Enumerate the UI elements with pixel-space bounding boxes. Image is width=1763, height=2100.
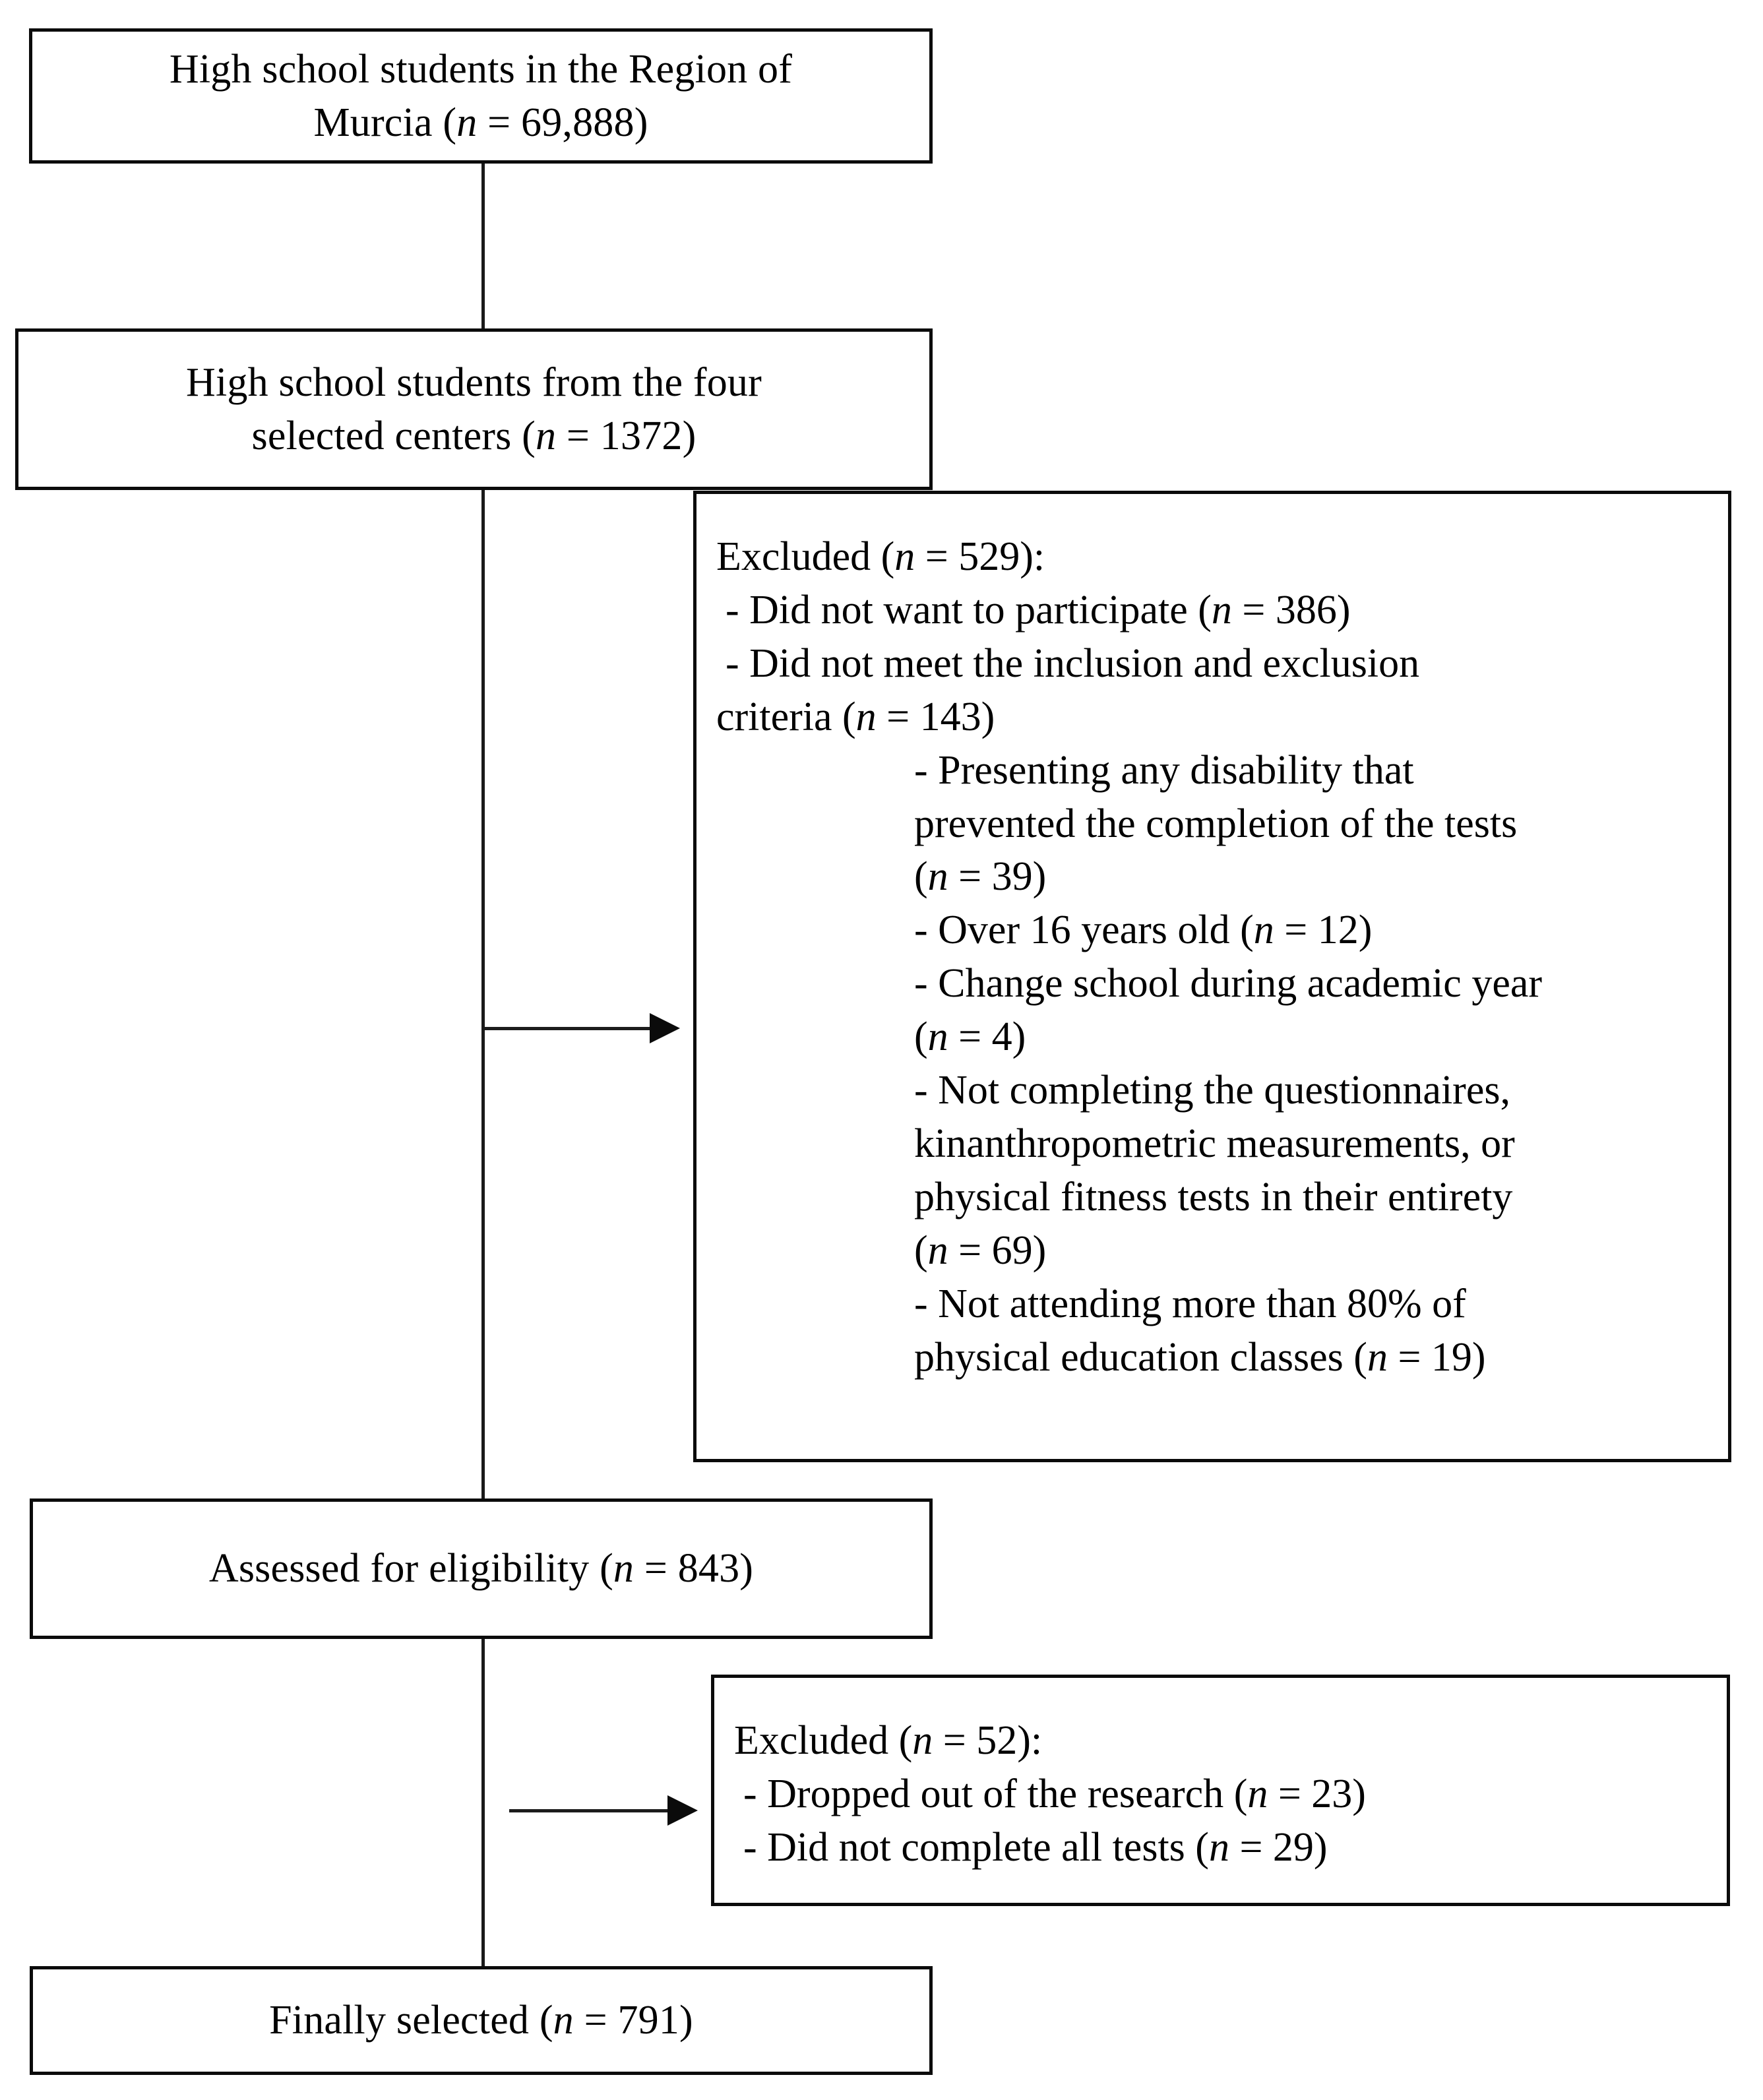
exclusion-subreason-attendance-count xyxy=(914,1331,1708,1384)
reason2-0-pre: - Dropped out of the research ( xyxy=(743,1771,1248,1816)
exclusion-reason-did-not-meet-criteria-count xyxy=(716,691,1708,744)
exclusion-1-header-n-symbol: n xyxy=(894,534,915,579)
reason-4-tail-pre: ( xyxy=(914,1014,928,1060)
exclusion-arrow-stage-1 xyxy=(483,1026,681,1031)
exclusion-subreason-attendance xyxy=(914,1278,1708,1331)
node-assessed-for-eligibility-text xyxy=(192,1542,770,1595)
node-finally-selected-text xyxy=(252,1994,710,2047)
flow-line-centers-to-assessed xyxy=(481,490,485,1500)
assessed-pre: Assessed for eligibility ( xyxy=(208,1546,613,1591)
reason-2-mid: prevented the completion of the tests xyxy=(914,801,1518,846)
exclusion-reason-did-not-want-to-participate xyxy=(716,584,1708,637)
final-post: = 791) xyxy=(573,1998,693,2043)
exclusion-box-stage-2 xyxy=(711,1675,1730,1906)
exclusion-subreason-not-completing-questionnaires-count xyxy=(914,1224,1708,1278)
reason-1-head: - Did not meet the inclusion and exclusion xyxy=(726,640,1420,686)
assessed-post: = 843) xyxy=(634,1546,754,1591)
reason-1-tail-pre: criteria ( xyxy=(716,694,856,739)
exclusion-subreason-disability-cont xyxy=(914,797,1708,851)
reason-5-mid: kinanthropometric measurements, or xyxy=(914,1121,1515,1166)
source-population-line2-pre: Murcia ( xyxy=(313,100,457,145)
reason-2-tail-post: = 39) xyxy=(948,854,1047,900)
reason-3-pre: - Over 16 years old ( xyxy=(914,908,1254,953)
reason2-1-n-symbol: n xyxy=(1208,1824,1229,1870)
final-n-symbol: n xyxy=(553,1998,574,2043)
reason-0-post: = 386) xyxy=(1231,587,1351,633)
reason-6-tail-pre: physical education classes ( xyxy=(914,1334,1367,1380)
exclusion-arrow-stage-2 xyxy=(509,1808,700,1813)
exclusion-2-header-pre: Excluded ( xyxy=(734,1718,913,1763)
reason-1-tail-post: = 143) xyxy=(876,694,995,739)
exclusion-box-stage-1 xyxy=(693,491,1731,1462)
arrow-shaft xyxy=(509,1809,671,1812)
exclusion-1-header-post: = 529): xyxy=(915,534,1045,579)
reason-5-n-symbol: n xyxy=(927,1227,948,1273)
exclusion-subreason-disability xyxy=(914,744,1708,797)
reason-4-head: - Change school during academic year xyxy=(914,961,1543,1006)
exclusion-2-header-n-symbol: n xyxy=(912,1718,933,1763)
exclusion-subreason-disability-count xyxy=(914,850,1708,904)
arrow-head xyxy=(667,1795,698,1826)
reason-5-head: - Not completing the questionnaires, xyxy=(914,1068,1510,1113)
exclusion-subreason-over-16-years-old xyxy=(914,904,1708,957)
exclusion-1-header-pre: Excluded ( xyxy=(716,534,895,579)
exclusion-reason-did-not-meet-criteria xyxy=(716,637,1708,691)
exclusion-subreason-not-completing-questionnaires xyxy=(914,1064,1708,1117)
reason-5-mid2: physical fitness tests in their entirety xyxy=(914,1174,1513,1220)
exclusion-subreason-not-completing-questionnaires-cont xyxy=(914,1117,1708,1171)
reason-1-n-symbol: n xyxy=(855,694,877,739)
node-source-population-text xyxy=(152,43,809,149)
exclusion-subreason-not-completing-questionnaires-cont2 xyxy=(914,1171,1708,1224)
final-pre: Finally selected ( xyxy=(269,1998,553,2043)
exclusion-reason-dropped-out xyxy=(734,1768,1707,1821)
selected-centers-n-symbol: n xyxy=(536,413,557,458)
reason-2-tail-pre: ( xyxy=(914,854,928,900)
exclusion-reason-did-not-complete-all-tests xyxy=(734,1821,1707,1874)
arrow-head xyxy=(650,1013,680,1043)
node-assessed-for-eligibility xyxy=(30,1498,933,1639)
reason-6-tail-post: = 19) xyxy=(1387,1334,1486,1380)
exclusion-stage-1-content xyxy=(696,494,1728,1384)
reason-6-n-symbol: n xyxy=(1367,1334,1388,1380)
node-finally-selected xyxy=(30,1966,933,2075)
exclusion-subreason-change-school-count xyxy=(914,1010,1708,1064)
selected-centers-line2-pre: selected centers ( xyxy=(251,413,536,458)
selected-centers-line2-post: = 1372) xyxy=(556,413,696,458)
reason-6-head: - Not attending more than 80% of xyxy=(914,1281,1466,1326)
reason-0-pre: - Did not want to participate ( xyxy=(726,587,1212,633)
reason-0-n-symbol: n xyxy=(1211,587,1232,633)
reason-2-n-symbol: n xyxy=(927,854,948,900)
exclusion-2-header-post: = 52): xyxy=(933,1718,1043,1763)
flow-line-source-to-centers xyxy=(481,164,485,328)
reason-5-tail-pre: ( xyxy=(914,1227,928,1273)
exclusion-stage-2-header xyxy=(734,1714,1707,1768)
reason2-1-post: = 29) xyxy=(1229,1824,1328,1870)
reason-4-tail-post: = 4) xyxy=(948,1014,1026,1060)
node-source-population xyxy=(29,28,933,164)
assessed-n-symbol: n xyxy=(613,1546,634,1591)
selected-centers-line1: High school students from the four xyxy=(186,359,762,405)
reason2-1-pre: - Did not complete all tests ( xyxy=(743,1824,1209,1870)
exclusion-subreason-change-school xyxy=(914,957,1708,1010)
exclusion-stage-2-content xyxy=(714,1678,1727,1874)
reason2-0-n-symbol: n xyxy=(1247,1771,1268,1816)
source-population-n-symbol: n xyxy=(456,100,478,145)
node-selected-centers-text xyxy=(169,356,779,462)
source-population-line2-post: = 69,888) xyxy=(477,100,648,145)
node-selected-centers xyxy=(15,328,933,490)
reason-5-tail-post: = 69) xyxy=(948,1227,1047,1273)
reason-3-n-symbol: n xyxy=(1253,908,1274,953)
arrow-shaft xyxy=(483,1027,654,1030)
reason-3-post: = 12) xyxy=(1274,908,1373,953)
reason-2-head: - Presenting any disability that xyxy=(914,747,1414,793)
reason2-0-post: = 23) xyxy=(1268,1771,1366,1816)
flow-line-assessed-to-final xyxy=(481,1638,485,1967)
exclusion-stage-1-header xyxy=(716,530,1708,584)
source-population-line1: High school students in the Region of xyxy=(169,46,793,92)
reason-4-n-symbol: n xyxy=(927,1014,948,1060)
